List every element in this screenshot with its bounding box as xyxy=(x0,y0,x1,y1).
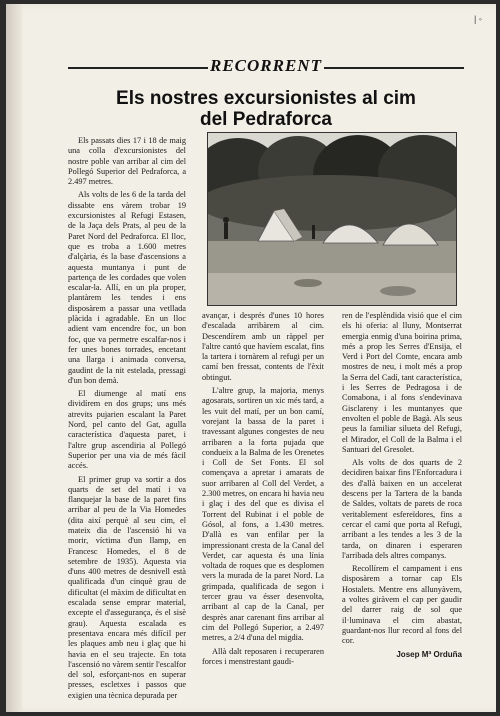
camp-photo-image xyxy=(208,133,456,305)
paragraph: Allà dalt reposaren i recuperaren forces i menstrestant gaudi- xyxy=(202,646,324,666)
camp-photo xyxy=(207,132,457,306)
paragraph: Als volts de dos quarts de 2 decidiren baixar fins l'Enforcadura i des d'allà baixen en un accelerat descens per la Tartera de la banda de Saldes, voltats de parets de roca veritablement esfereïdores, fins a cercar el camí que porta al Refugi, arribant a les tendes a les 3 de la tarda, on dinaren i esperaren l'arribada dels altres companys. xyxy=(342,458,462,560)
title-line-1: Els nostres excursionistes al cim xyxy=(116,88,416,109)
title-line-2: del Pedraforca xyxy=(200,109,332,130)
magazine-page xyxy=(6,4,496,712)
article-column-2 xyxy=(202,311,324,696)
corner-mark: | ◦ xyxy=(473,14,482,24)
paragraph: ren de l'esplèndida visió que el cim els hi oferia: al lluny, Montserrat emergia enmig d'una boirina prima, més a prop les Serres d'Ensija, el Verd i Port del Comte, encara amb mostres de neu, i molt més a prop la Serra del Cadí, tant característica, i les Serres de Pedragosa i de Comabona, i al fons s'endevinava Gisclareny i les muntanyes que envolten el poble de Bagà. Als seus peus la familiar silueta del Refugi, el Mirador, el Coll de la Balma i el Santuari del Gresolet. xyxy=(342,311,463,454)
paragraph: Els passats dies 17 i 18 de maig una colla d'excursionistes del nostre poble van arribar al cim del Pollegó Superior del Pedraforca, a 2.497 metres. xyxy=(68,136,186,187)
paragraph: avançar, i després d'unes 10 hores d'escalada arribàrem al cim. Descendírem amb un ràppel per l'altre cantó que havíem escalat, fins la tartera i tornàrem al refugi per un camí ben fressat, contents de l'èxit obtingut. xyxy=(202,311,324,382)
section-label: RECORRENT xyxy=(210,56,322,75)
binding-gutter xyxy=(6,4,22,712)
paragraph: El diumenge al matí ens dividírem en dos grups; uns més atrevits pujarien escalant la Paret Nord, pel canto del Gat, agulla característica d'aquesta paret, i l'altre grup ascendiria al Pollegó Superior per una via de més fàcil accés. xyxy=(68,389,186,471)
paragraph: Recollírem el campament i ens disposàrem a tornar cap Els Hostalets. Mentre ens allunyàvem, a voltes giràvem el cap per gaudir del darrer raig de sol que il·luminava el cim abastat, guardant-nos llur record al fons del cor. xyxy=(342,564,462,646)
header-rule-right xyxy=(324,67,464,69)
paragraph: Als volts de les 6 de la tarda del dissabte ens vàrem trobar 19 excursionistes al Refugi Estasen, de la Jaça dels Prats, al peu de la Paret Nord del Pedraforca. El lloc, que es troba a 1.600 metres d'alçària, és la base d'ascensions a aquesta muntanya i punt de partença de les cordades que volen escalar-la. Allí, en un pla proper, plantàrem les tendes i ens disposàrem a passar una vetllada plàcida i agradable. En un lloc adient vam encendre foc, un bon foc, que va permetre escalfar-nos i fer unes bones torrades, encetant una llarga i animada conversa, gaudint de la nit estelada, pressagi d'un bon demà. xyxy=(68,190,186,385)
paragraph: El primer grup va sortir a dos quarts de set del matí i va flanquejar la base de la paret fins arribar al peu de la Via Homedes (dita així perquè al seu cim, el mateix dia de l'ascensió hi va morir, víctima d'un llamp, en Francesc Homedes, el 8 de setembre de 1935). Aquesta via d'uns 400 metres de desnivell està qualificada d'un cinquè grau de dificultat (el màxim de dificultat en escalada sense emprar material, excepte el d'assegurança, és el sisè grau). Aquesta escalada es presentava encara més difícil per les plaques amb neu i glaç que hi havia en el seu trajecte. En tota l'ascensió no vàrem sentir l'escalfor del sol, esforçant-nos en superar presses, escletxes i passos que exigien una tècnica depurada per xyxy=(68,474,186,700)
article-title xyxy=(68,88,464,130)
author-signature: Josep Mª Orduña xyxy=(396,649,462,659)
article-column-1 xyxy=(68,136,186,700)
paragraph: L'altre grup, la majoria, menys agosarats, sortiren un xic més tard, a les vuit del matí, per un bon camí, vorejant la bassa de la paret i travessant algunes congestes de neu arribaren a la forta pujada que condueix a la Balma de les Orenetes i Coll de Set Fonts. El sol començava a apretar i amarats de suor arribaren al Coll del Verdet, a 2.300 metres, on encara hi havia neu i glaç i des del que es divisa el Torrent del Rubinat i el poble de Gósol, al fons, a 1.430 metres. D'allà es van enfilar per la impressionant cresta de la Canal del Verdet, car aquesta és una línia voltada de roques que es desplomen vers la murada de la paret Nord. La grimpada, qualificada de segon i tercer grau va ésser desenvolta, arribant al cap de la Canal, per desprès anar carenant fins arribar al cim del Pollegó Superior, a 2.497 metres, a 2/4 d'una del migdia. xyxy=(202,386,324,643)
article-column-3 xyxy=(342,311,462,696)
section-header xyxy=(68,56,464,78)
